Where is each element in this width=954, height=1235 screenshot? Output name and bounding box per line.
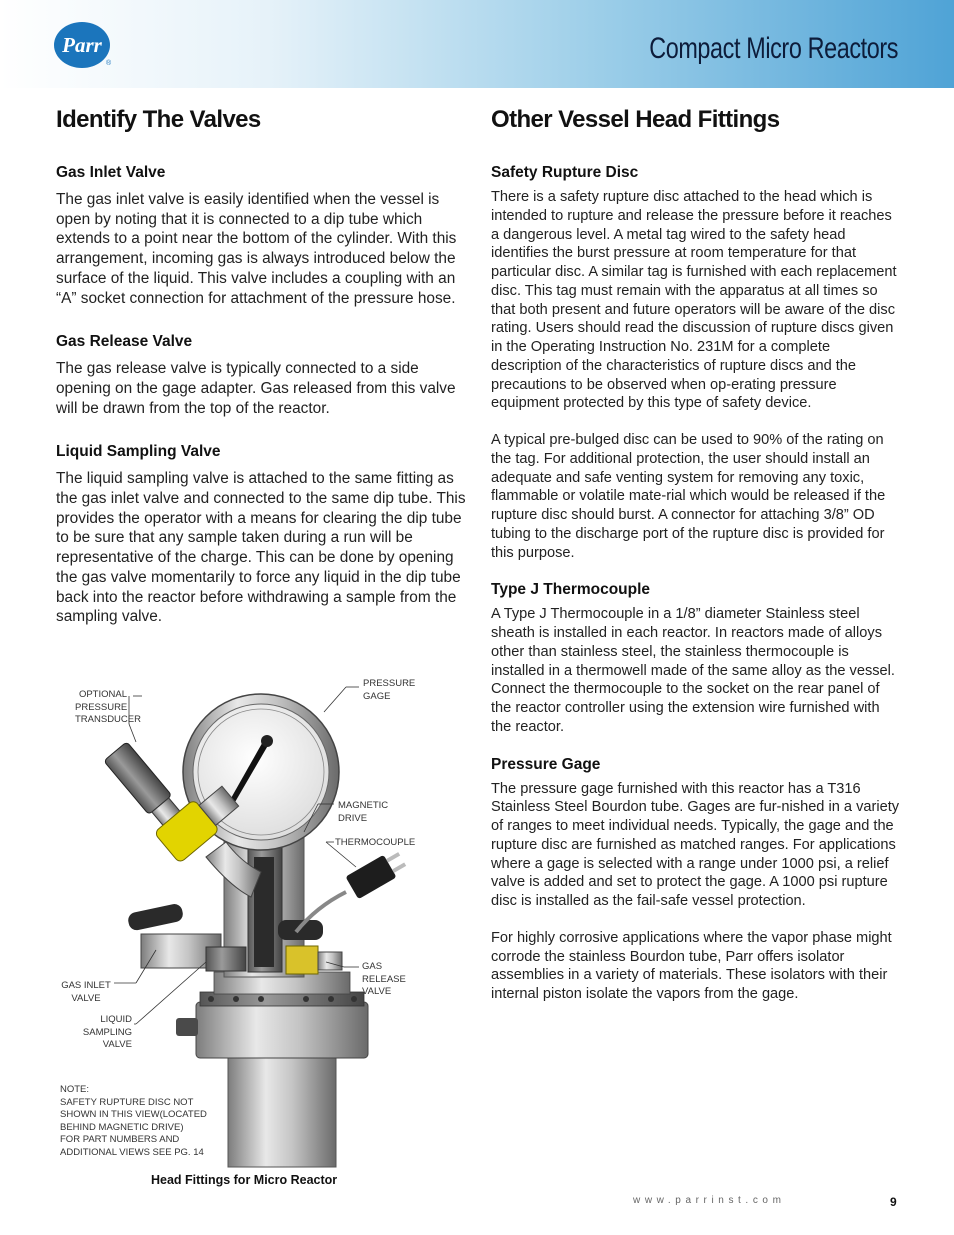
footer-url: www.parrinst.com [633, 1195, 786, 1206]
section-liquid-sampling-valve [56, 443, 468, 627]
note-line: SHOWN IN THIS VIEW(LOCATED [60, 1109, 207, 1120]
label-line: VALVE [362, 986, 392, 997]
label-line: LIQUID [100, 1014, 132, 1025]
registered-mark: ® [106, 60, 112, 67]
label-line: VALVE [71, 992, 101, 1004]
section-gas-inlet-valve [56, 164, 468, 308]
label-line: PRESSURE [75, 701, 128, 713]
section-gas-release-valve [56, 333, 468, 418]
label-gas-inlet-valve [61, 980, 111, 1005]
section-safety-rupture-disc [491, 164, 901, 562]
section-title: Gas Release Valve [56, 333, 193, 351]
section-body: For highly corrosive applications where the vapor phase might corrode the stainless Bourdon tube, Parr offers isolator assemblies in a variety of materials. These isolators with their internal piston isolate the vapors from the gage. [491, 929, 892, 1002]
section-title: Pressure Gage [491, 755, 601, 773]
label-line: GAS INLET [61, 980, 111, 991]
section-title: Type J Thermocouple [491, 581, 651, 599]
parr-logo: Parr [54, 22, 110, 68]
label-liquid-sampling-valve [74, 1014, 132, 1052]
note-line: ADDITIONAL VIEWS SEE PG. 14 [60, 1146, 204, 1158]
note-line: SAFETY RUPTURE DISC NOT [60, 1096, 194, 1108]
label-line: GAS RELEASE [362, 961, 406, 985]
left-heading: Identify The Valves [56, 106, 261, 133]
section-body: A Type J Thermocouple in a 1/8” diameter Stainless steel sheath is installed in each reactor. In reactors made of alloys other than stainless steel, the stainless thermocouple is installed in a thermowell made of the same alloy as the vessel. Connect the thermocouple to the socket on the rear panel of the reactor controller using the extension wire furnished with the reactor. [491, 606, 895, 735]
section-type-j-thermocouple [491, 581, 901, 736]
note-line: FOR PART NUMBERS AND [60, 1134, 180, 1145]
label-line: TRANSDUCER [75, 714, 141, 725]
label-magnetic-drive [338, 800, 388, 825]
section-body: A typical pre-bulged disc can be used to 90% of the rating on the tag. For additional protection, the user should install an adequate and safe venting system for removing any toxic, flammable or volatile mate-rial which would be released if the rupture disc should burst. A connector for attaching 3/8” OD tubing to the discharge port of the rupture disc is provided for this purpose. [491, 432, 886, 561]
page-number: 9 [890, 1195, 897, 1209]
section-body: The pressure gage furnished with this reactor has a T316 Stainless Steel Bourdon tube. Gages are fur-nished in a variety of ranges to meet individual needs. Typically, the gage and the rupture disc are furnished as matched ranges. For applications where a gage is selected with a range under 1000 psi, a relief valve is added and set to protect the gage. A 1000 psi rupture disc is installed as the fail-safe vessel protection. [491, 780, 900, 909]
reactor-figure [56, 672, 426, 1172]
section-body: The gas release valve is typically connected to a side opening on the gage adapter. Gas released from this valve will be drawn from the top of the reactor. [56, 360, 456, 417]
figure-note [60, 1084, 207, 1159]
label-thermocouple: THERMOCOUPLE [335, 837, 416, 848]
label-line: PRESSURE [363, 678, 416, 689]
figure-caption: Head Fittings for Micro Reactor [151, 1173, 338, 1187]
right-heading: Other Vessel Head Fittings [491, 106, 780, 133]
note-line: NOTE: [60, 1084, 90, 1095]
label-line: DRIVE [338, 812, 368, 824]
left-column [56, 106, 468, 652]
page-title: Compact Micro Reactors [649, 32, 898, 65]
label-line: SAMPLING [82, 1026, 132, 1038]
right-column [491, 106, 901, 1023]
section-title: Safety Rupture Disc [491, 164, 639, 181]
section-body: The liquid sampling valve is attached to the same fitting as the gas inlet valve and connected to the same dip tube. This provides the operator with a means for clearing the dip tube to be sure that any sample taken during a run will be representative of the charge. This can be done by opening the gas valve momentarily to force any liquid in the dip tube back into the reactor before withdrawing a sample from the sampling valve. [56, 470, 466, 626]
label-line: GAGE [363, 690, 391, 702]
label-gas-release-valve [362, 961, 426, 999]
label-line: VALVE [102, 1039, 132, 1050]
section-pressure-gage [491, 756, 901, 1004]
label-pressure-gage [363, 678, 415, 703]
section-body: The gas inlet valve is easily identified when the vessel is open by noting that it is connected to a dip tube which extends to a point near the bottom of the cylinder. With this arrangement, incoming gas is always introduced below the surface of the liquid. This valve includes a coupling with an “A” socket connection for attachment of the pressure hose. [56, 191, 457, 307]
label-line: MAGNETIC [338, 800, 389, 811]
section-body: There is a safety rupture disc attached to the head which is intended to rupture and release the pressure before it reaches a dangerous level. A metal tag wired to the safety head identifies the burst pressure at room temperature for that particular disc. A similar tag is furnished with each replacement disc. This tag must remain with the apparatus at all times so that both present and future operators will be aware of the disc rating. Users should read the discussion of rupture discs given in the Operating Instruction No. 231M for a complete description of the characteristics of rupture discs and the precautions to be observed when op-erating pressure equipment protected by this type of safety device. [491, 189, 897, 412]
label-line: OPTIONAL [78, 689, 127, 700]
section-title: Gas Inlet Valve [56, 164, 166, 181]
section-title: Liquid Sampling Valve [56, 443, 221, 461]
label-optional-pressure-transducer [75, 689, 141, 727]
note-line: BEHIND MAGNETIC DRIVE) [60, 1121, 184, 1133]
header-banner [0, 0, 954, 88]
